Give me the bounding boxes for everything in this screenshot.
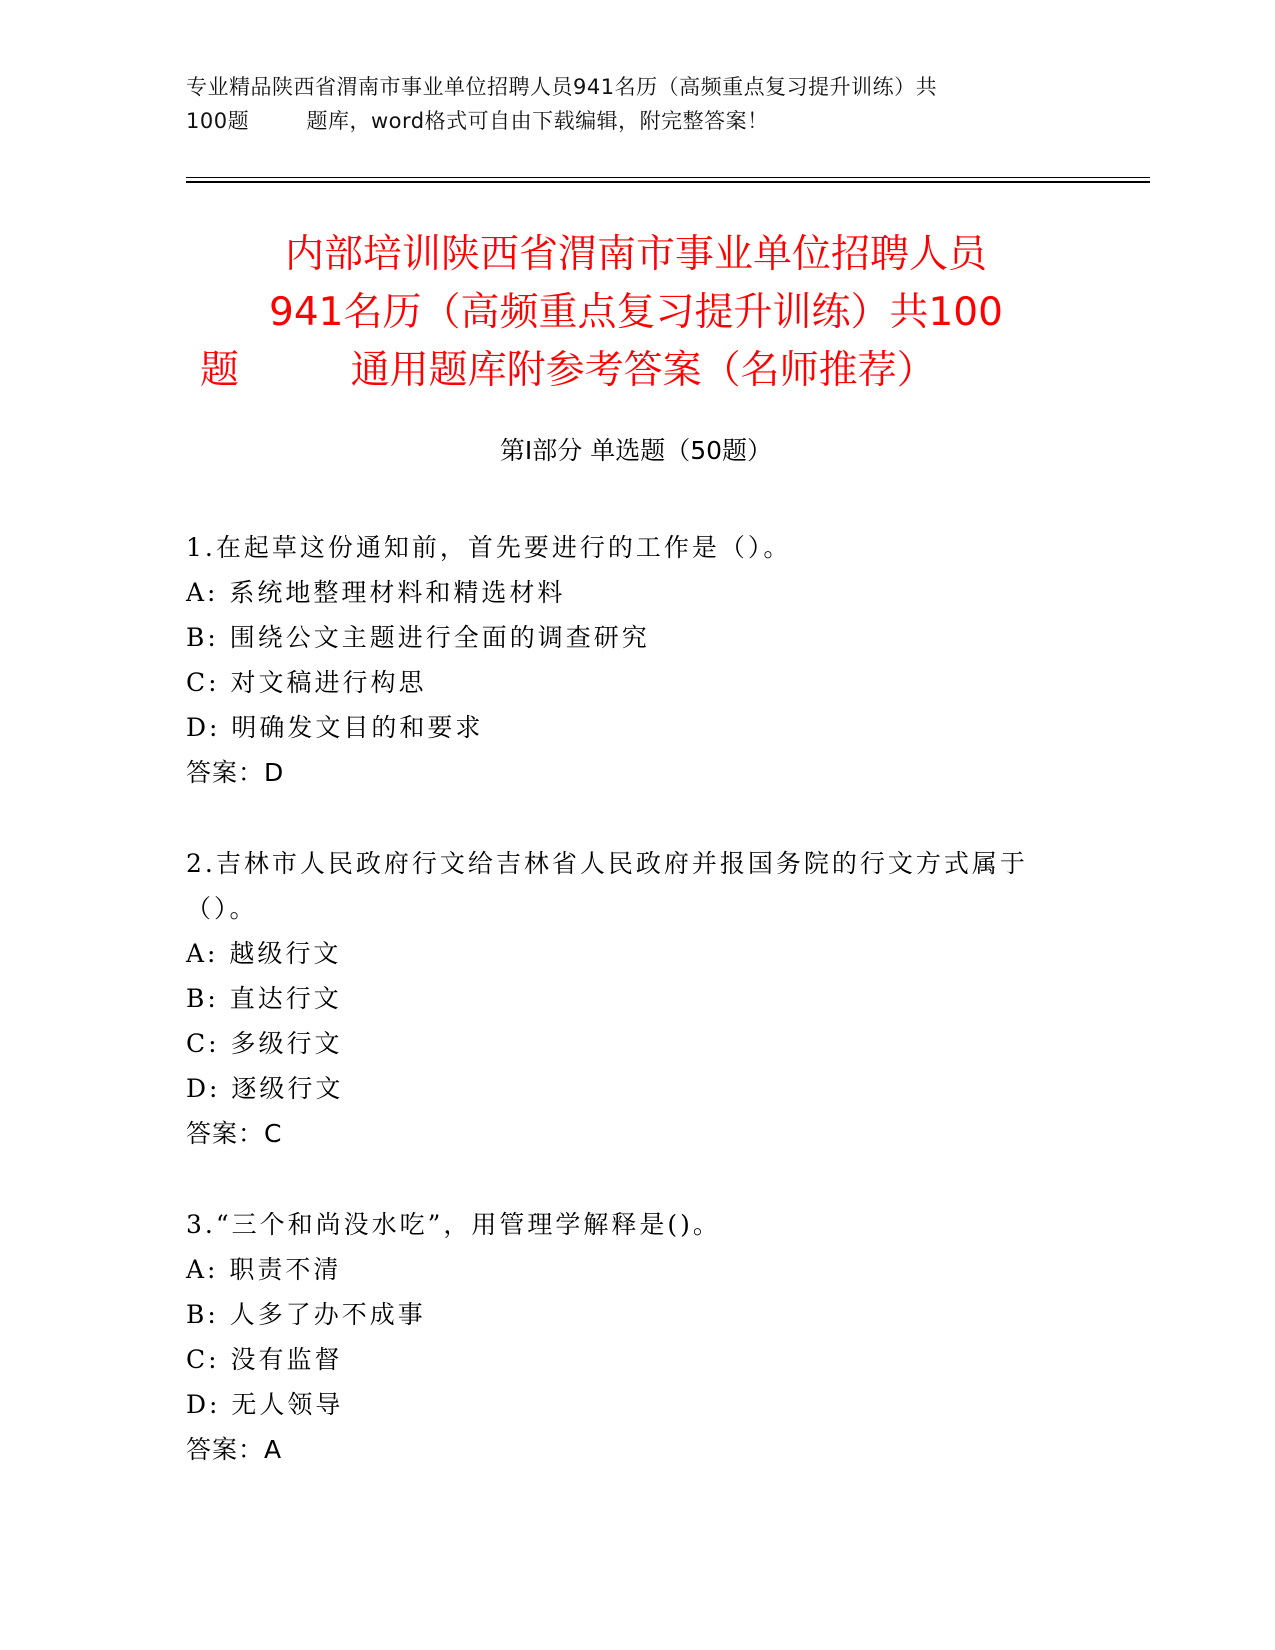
option-b: B: 直达行文	[186, 984, 342, 1013]
header-divider-thick	[186, 181, 1150, 183]
option-d: D: 无人领导	[186, 1390, 344, 1419]
option-c: C: 多级行文	[186, 1029, 343, 1058]
header-divider-thin	[186, 177, 1150, 178]
title-line-1: 内部培训陕西省渭南市事业单位招聘人员	[284, 232, 987, 277]
option-b: B: 围绕公文主题进行全面的调查研究	[186, 623, 650, 652]
header-line-2: 100题 题库，word格式可自由下载编辑，附完整答案！	[186, 109, 769, 133]
option-a: A: 职责不清	[186, 1255, 342, 1284]
answer: 答案：C	[186, 1119, 283, 1148]
option-b: B: 人多了办不成事	[186, 1300, 426, 1329]
question-stem: 3.“三个和尚没水吃”，用管理学解释是()。	[186, 1210, 721, 1239]
option-d: D: 明确发文目的和要求	[186, 713, 484, 742]
option-d: D: 逐级行文	[186, 1074, 344, 1103]
question-3	[186, 1202, 1086, 1472]
title-line-2: 941名历（高频重点复习提升训练）共100	[269, 290, 1003, 335]
section-title: 第Ⅰ部分 单选题（50题）	[499, 436, 773, 465]
header-text	[186, 70, 1086, 138]
question-1	[186, 525, 1086, 795]
option-c: C: 对文稿进行构思	[186, 668, 427, 697]
header-line-1: 专业精品陕西省渭南市事业单位招聘人员941名历（高频重点复习提升训练）共	[186, 75, 938, 99]
option-a: A: 系统地整理材料和精选材料	[186, 578, 566, 607]
option-a: A: 越级行文	[186, 939, 342, 968]
option-c: C: 没有监督	[186, 1345, 343, 1374]
question-stem: 2.吉林市人民政府行文给吉林省人民政府并报国务院的行文方式属于（）。	[186, 849, 1028, 923]
answer: 答案：A	[186, 1435, 283, 1464]
question-list	[186, 525, 1086, 1518]
title-line-3: 题 通用题库附参考答案（名师推荐）	[200, 348, 936, 393]
question-2	[186, 841, 1086, 1156]
document-title	[186, 226, 1086, 400]
answer: 答案：D	[186, 758, 285, 787]
question-stem: 1.在起草这份通知前，首先要进行的工作是（）。	[186, 533, 792, 562]
